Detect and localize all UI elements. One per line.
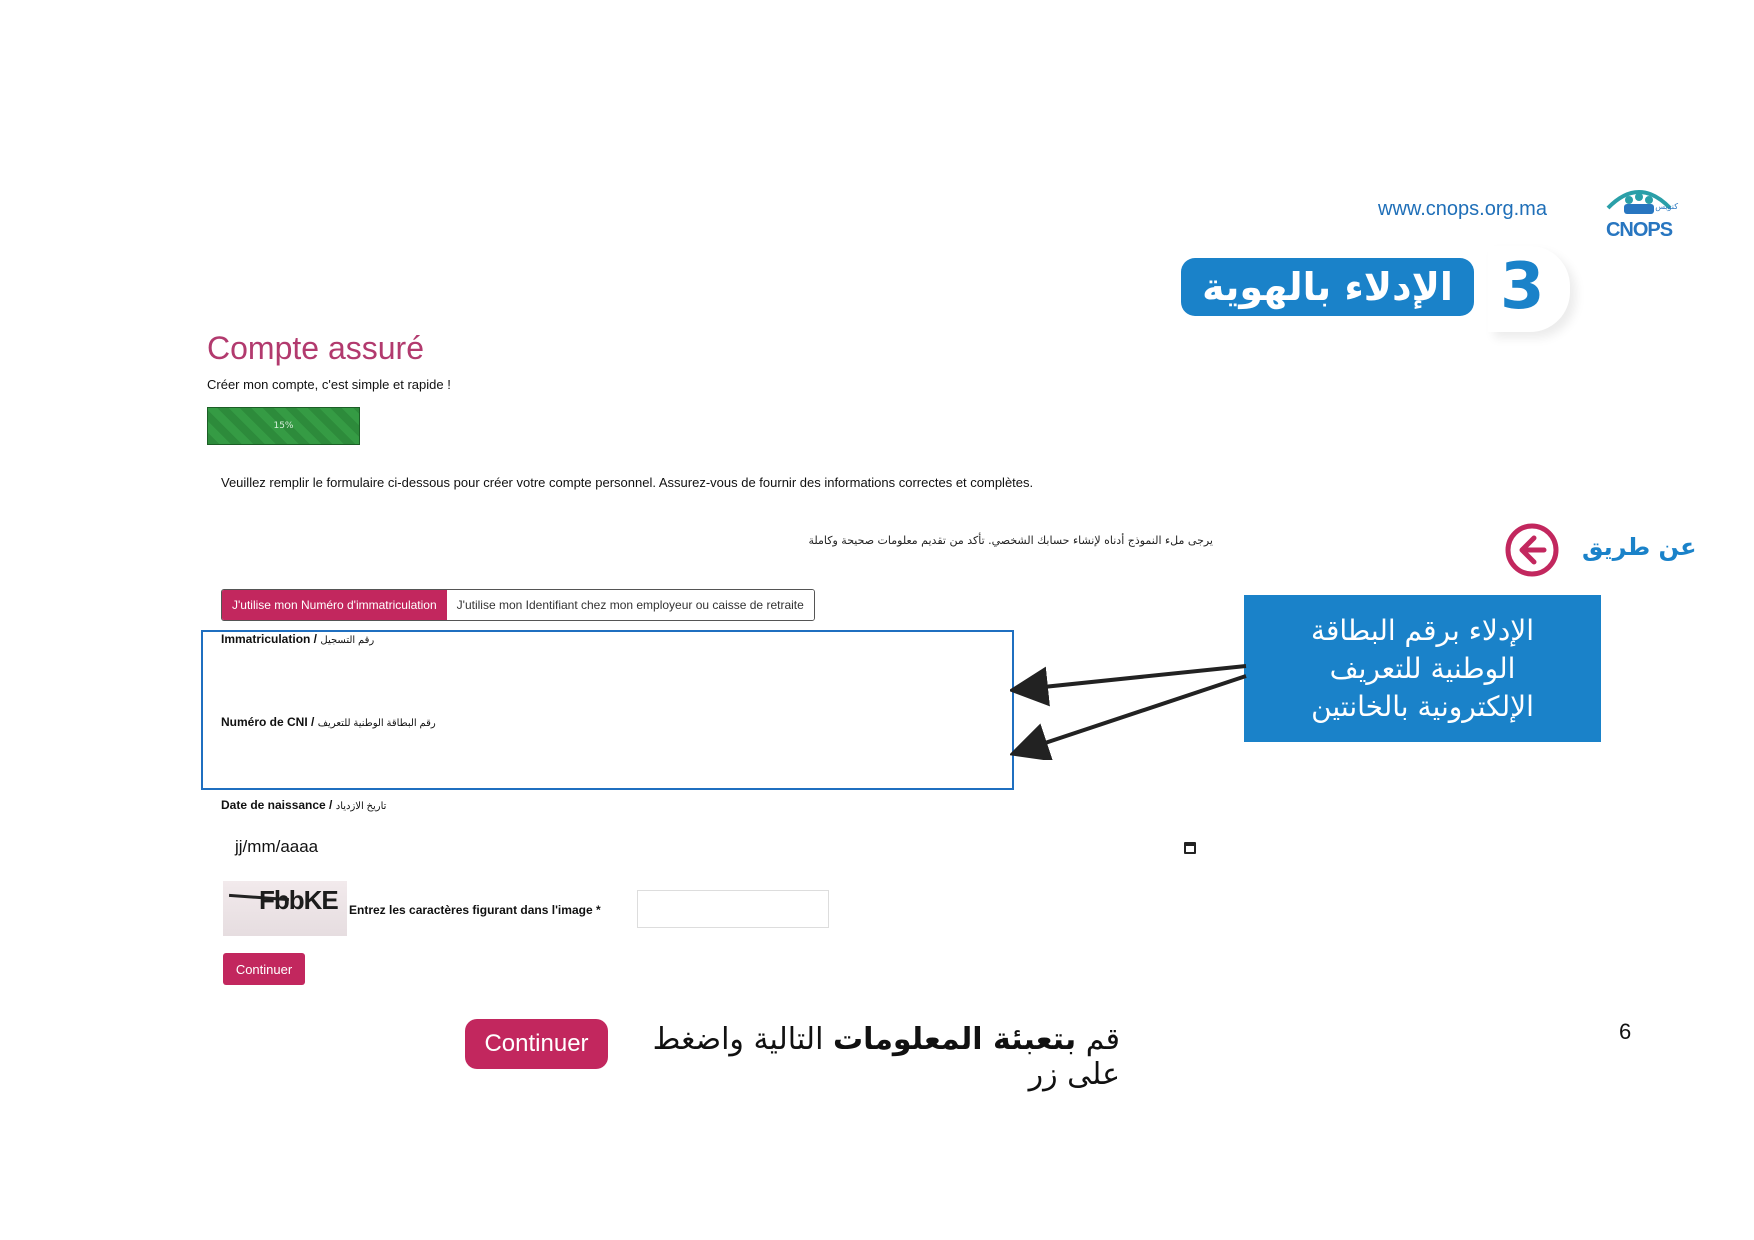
cni-label-fr: Numéro de CNI /: [221, 715, 315, 729]
step-number: 3: [1500, 250, 1545, 324]
step-title: الإدلاء بالهوية: [1181, 258, 1474, 316]
calendar-icon[interactable]: [1184, 842, 1196, 854]
callout-line-2: الوطنية للتعريف: [1329, 651, 1516, 685]
pointer-arrows: [1010, 650, 1250, 760]
footer-instruction-pre: قم: [1076, 1022, 1120, 1057]
immatriculation-label: [221, 632, 374, 646]
tab-immatriculation[interactable]: J'utilise mon Numéro d'immatriculation: [222, 590, 447, 620]
footer-instruction-post: التالية واضغط على زر: [652, 1022, 1120, 1092]
immatriculation-label-ar: رقم التسجيل: [320, 635, 375, 646]
cni-label-ar: رقم البطاقة الوطنية للتعريف: [317, 718, 436, 729]
form-intro-french: Veuillez remplir le formulaire ci-dessous pour créer votre compte personnel. Assurez-vous de fournir des informations correctes et complètes.: [221, 475, 1034, 490]
progress-bar: [207, 407, 360, 445]
birthdate-input[interactable]: jj/mm/aaaa: [235, 837, 319, 856]
form-continue-button[interactable]: Continuer: [223, 953, 305, 985]
birthdate-label: [221, 798, 386, 812]
callout-line-1: الإدلاء برقم البطاقة: [1310, 613, 1535, 647]
cnops-logo: [1598, 182, 1680, 242]
logo-text: CNOPS: [1605, 219, 1673, 241]
footer-instruction: [630, 1022, 1120, 1092]
via-label: عن طريق: [1582, 533, 1697, 561]
cni-label: [221, 715, 436, 729]
progress-label: 15%: [273, 421, 294, 431]
form-intro-arabic: يرجى ملء النموذج أدناه لإنشاء حسابك الشخصي. تأكد من تقديم معلومات صحيحة وكاملة: [808, 534, 1213, 547]
birthdate-label-ar: تاريخ الازدياد: [335, 801, 387, 812]
identification-tabs: [221, 589, 815, 621]
captcha-text: FbbKE: [259, 885, 338, 915]
logo-arabic-text: كنوبس: [1655, 202, 1678, 211]
continue-button-illustration[interactable]: Continuer: [465, 1019, 608, 1069]
immatriculation-label-fr: Immatriculation /: [221, 632, 318, 646]
captcha-input[interactable]: [637, 890, 829, 928]
form-subtitle: Créer mon compte, c'est simple et rapide !: [207, 377, 451, 392]
footer-instruction-bold: بتعبئة المعلومات: [832, 1022, 1077, 1057]
captcha-image: [223, 881, 347, 936]
form-title: Compte assuré: [207, 330, 424, 366]
birthdate-label-fr: Date de naissance /: [221, 798, 333, 812]
arrow-left-circle-icon: [1505, 523, 1559, 577]
instruction-callout: [1244, 595, 1601, 742]
captcha-label: Entrez les caractères figurant dans l'image *: [349, 903, 601, 917]
tab-employer-identifier[interactable]: J'utilise mon Identifiant chez mon employeur ou caisse de retraite: [447, 590, 814, 620]
website-url: www.cnops.org.ma: [1378, 198, 1547, 220]
page-number: 6: [1619, 1019, 1632, 1044]
highlighted-fields-box: [201, 630, 1014, 790]
callout-line-3: الإلكترونية بالخانتين: [1311, 689, 1534, 723]
